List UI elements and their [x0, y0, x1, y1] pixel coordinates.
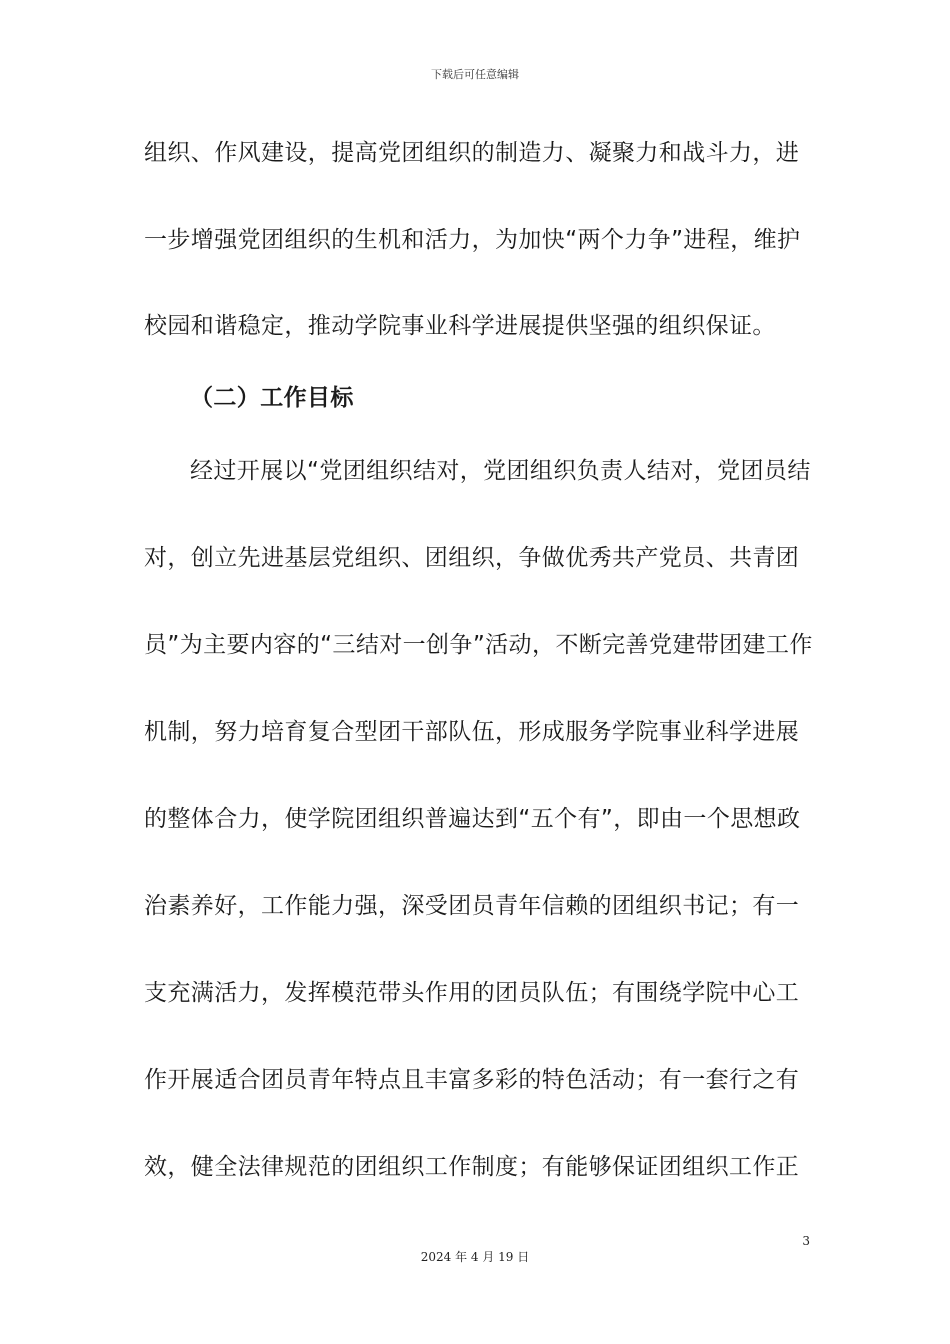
footer-date: 2024 年 4 月 19 日	[420, 1250, 530, 1264]
paragraph-line: 效，健全法律规范的团组织工作制度；有能够保证团组织工作正	[144, 1154, 800, 1180]
page-number: 3	[802, 1234, 810, 1248]
paragraph-line: 的整体合力，使学院团组织普遍达到“五个有”，即由一个思想政	[144, 806, 801, 832]
paragraph-line: 支充满活力，发挥模范带头作用的团员队伍；有围绕学院中心工	[144, 980, 800, 1006]
paragraph-line: 校园和谐稳定，推动学院事业科学进展提供坚强的组织保证。	[144, 313, 776, 339]
paragraph-line: 员”为主要内容的“三结对一创争”活动，不断完善党建带团建工作	[144, 632, 813, 658]
paragraph-line: 机制，努力培育复合型团干部队伍，形成服务学院事业科学进展	[144, 719, 800, 745]
page-header: 下载后可任意编辑	[431, 68, 519, 81]
paragraph-line: 经过开展以“党团组织结对，党团组织负责人结对，党团员结	[190, 458, 811, 484]
paragraph-line: 一步增强党团组织的生机和活力，为加快“两个力争”进程，维护	[144, 227, 801, 253]
paragraph-line: 作开展适合团员青年特点且丰富多彩的特色活动；有一套行之有	[144, 1067, 800, 1093]
section-heading: （二）工作目标	[190, 385, 354, 411]
paragraph-line: 对，创立先进基层党组织、团组织，争做优秀共产党员、共青团	[144, 545, 800, 571]
paragraph-line: 组织、作风建设，提高党团组织的制造力、凝聚力和战斗力，进	[144, 140, 800, 166]
paragraph-line: 治素养好，工作能力强，深受团员青年信赖的团组织书记；有一	[144, 893, 800, 919]
